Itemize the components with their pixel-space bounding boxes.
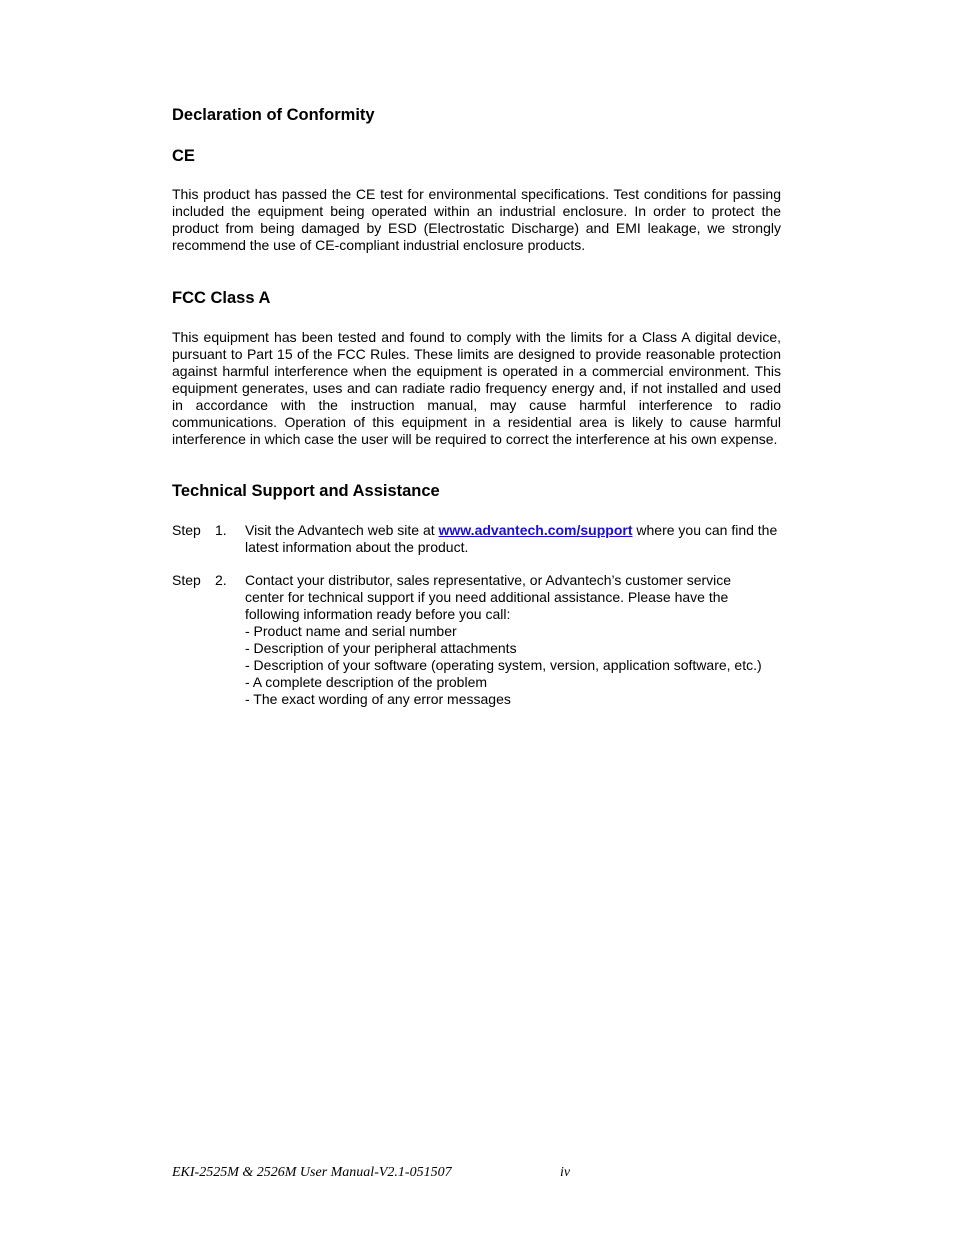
- support-heading: Technical Support and Assistance: [172, 482, 440, 500]
- step-2: [172, 572, 781, 708]
- step-2-text: [245, 572, 781, 708]
- support-link[interactable]: www.advantech.com/support: [438, 522, 633, 538]
- step-1-text: [245, 522, 781, 556]
- manual-title: EKI-2525M & 2526M User Manual-V2.1-051507: [172, 1165, 452, 1180]
- ce-heading: CE: [172, 147, 195, 165]
- step-label: Step: [172, 522, 201, 538]
- list-item: - Description of your peripheral attachments: [245, 640, 517, 656]
- list-item: - Product name and serial number: [245, 623, 457, 639]
- page-footer: [172, 1164, 772, 1181]
- page-content: [172, 104, 781, 708]
- fcc-heading: FCC Class A: [172, 289, 271, 307]
- step-number: 2.: [215, 572, 227, 588]
- step-number: 1.: [215, 522, 227, 538]
- list-item: - Description of your software (operating system, version, application software, etc.): [245, 657, 762, 673]
- page-number: iv: [560, 1165, 571, 1180]
- list-item: - The exact wording of any error messages: [245, 691, 511, 707]
- fcc-paragraph: This equipment has been tested and found to comply with the limits for a Class A digital device, pursuant to Part 15 of the FCC Rules. These limits are designed to provide reasonable protection against harmful interference when the equipment is operated in a commercial environment. This equipment generates, uses and can radiate radio frequency energy and, if not installed and used in accordance with the instruction manual, may cause harmful interference to radio communications. Operation of this equipment in a residential area is likely to cause harmful interference in which case the user will be required to correct the interference at his own expense.: [172, 329, 781, 447]
- declaration-heading: Declaration of Conformity: [172, 106, 375, 124]
- step-1-text-after: where you can find the latest information about the product.: [245, 522, 778, 555]
- step-2-intro: Contact your distributor, sales representative, or Advantech’s customer service center for technical support if you need additional assistance. Please have the following information ready before you call:: [245, 572, 732, 622]
- step-1-text-before: Visit the Advantech web site at: [245, 522, 439, 538]
- step-1: [172, 522, 781, 556]
- ce-paragraph: This product has passed the CE test for environmental specifications. Test conditions for passing included the equipment being operated within an industrial enclosure. In order to protect the product from being damaged by ESD (Electrostatic Discharge) and EMI leakage, we strongly recommend the use of CE-compliant industrial enclosure products.: [172, 186, 781, 253]
- info-list: [245, 623, 781, 708]
- step-label: Step: [172, 572, 201, 588]
- list-item: - A complete description of the problem: [245, 674, 488, 690]
